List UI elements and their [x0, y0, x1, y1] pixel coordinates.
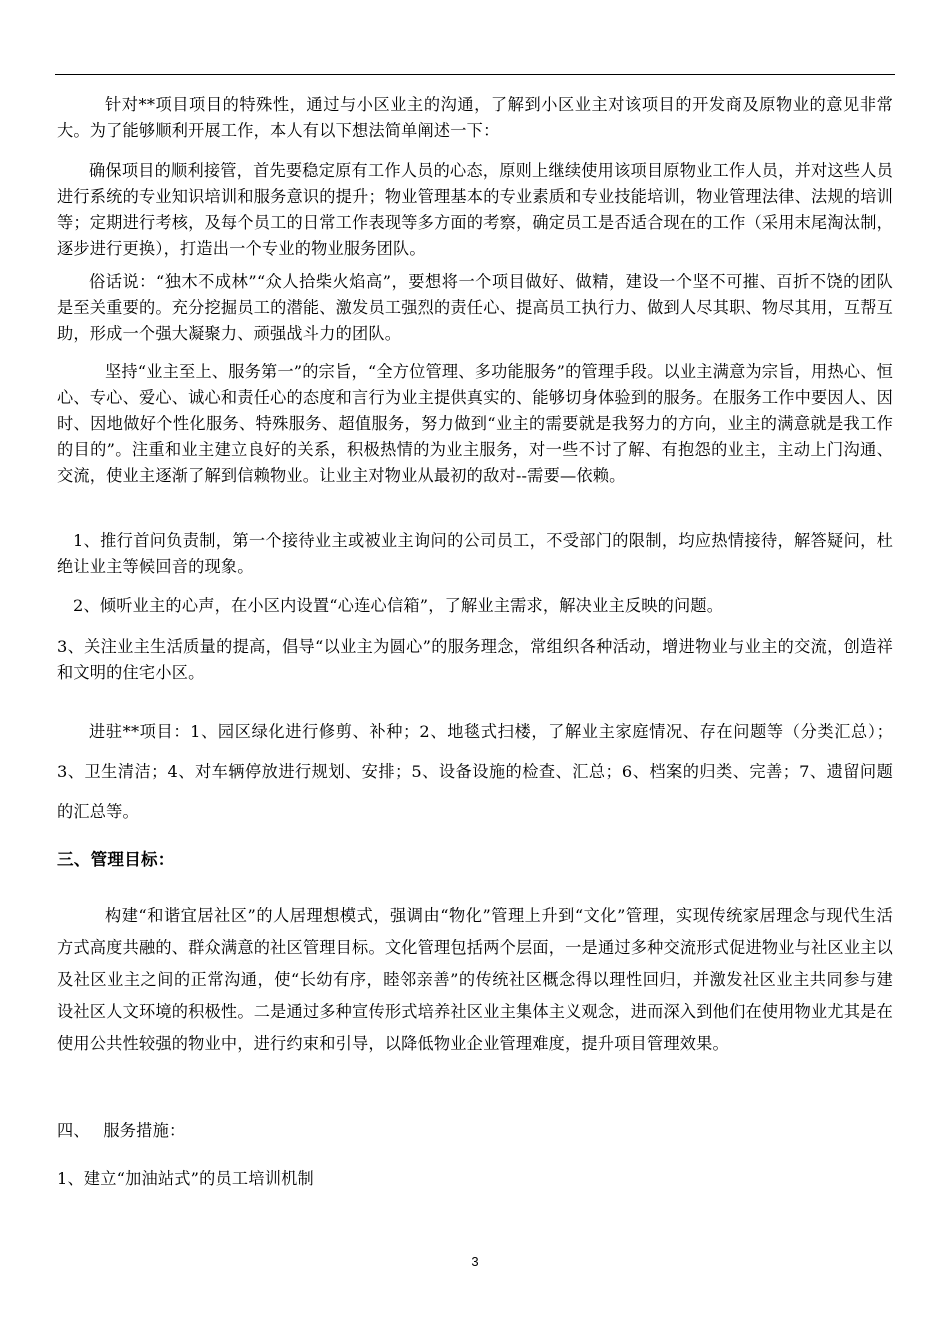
paragraph-takeover: 确保项目的顺利接管，首先要稳定原有工作人员的心态，原则上继续使用该项目原物业工作人员，并对这些人员进行系统的专业知识培训和服务意识的提升；物业管理基本的专业素质和专业技能培训，物业管理法律、法规的培训等；定期进行考核，及每个员工的日常工作表现等多方面的考察，确定员工是否适合现在的工作（采用末尾淘汰制，逐步进行更换），打造出一个专业的物业服务团队。 — [57, 161, 893, 258]
page-number: 3 — [471, 1254, 479, 1269]
paragraph-service-principle: 坚持“业主至上、服务第一”的宗旨，“全方位管理、多功能服务”的管理手段。以业主满意为宗旨，用热心、恒心、专心、爱心、诚心和责任心的态度和言行为业主提供真实的、能够切身体验到的服务。在服务工作中要因人、因时、因地做好个性化服务、特殊服务、超值服务，努力做到“业主的需要就是我努力的方向，业主的满意就是我工作的目的”。注重和业主建立良好的关系，积极热情的为业主服务，对一些不讨了解、有抱怨的业主，主动上门沟通、交流，使业主逐渐了解到信赖物业。让业主对物业从最初的敌对--需要—依赖。 — [57, 362, 893, 485]
heading-service-measures: 四、 服务措施： — [57, 1121, 186, 1140]
list-item-training-mechanism: 1、建立“加油站式”的员工培训机制 — [57, 1169, 314, 1188]
paragraph-team-building: 俗话说：“独木不成林”“众人拾柴火焰高”，要想将一个项目做好、做精，建设一个坚不可摧、百折不饶的团队是至关重要的。充分挖掘员工的潜能、激发员工强烈的责任心、提高员工执行力、做到人尽其职、物尽其用，互帮互助，形成一个强大凝聚力、顽强战斗力的团队。 — [57, 272, 893, 343]
list-item-quality-of-life: 3、关注业主生活质量的提高，倡导“以业主为圆心”的服务理念，常组织各种活动，增进物业与业主的交流，创造祥和文明的住宅小区。 — [57, 637, 893, 682]
paragraph-special-situation: 针对**项目项目的特殊性，通过与小区业主的沟通，了解到小区业主对该项目的开发商及原物业的意见非常大。为了能够顺利开展工作，本人有以下想法简单阐述一下： — [57, 95, 893, 140]
heading-management-goals: 三、管理目标： — [57, 850, 175, 869]
header-rule — [55, 74, 895, 75]
paragraph-entry-tasks: 进驻**项目：1、园区绿化进行修剪、补种；2、地毯式扫楼，了解业主家庭情况、存在问题等（分类汇总）；3、卫生清洁；4、对车辆停放进行规划、安排；5、设备设施的检查、汇总；6、档案的归类、完善；7、遗留问题的汇总等。 — [57, 722, 893, 821]
paragraph-community-goals: 构建“和谐宜居社区”的人居理想模式，强调由“物化”管理上升到“文化”管理，实现传统家居理念与现代生活方式高度共融的、群众满意的社区管理目标。文化管理包括两个层面，一是通过多种交流形式促进物业与社区业主以及社区业主之间的正常沟通，使“长幼有序，睦邻亲善”的传统社区概念得以理性回归，并激发社区业主共同参与建设社区人文环境的积极性。二是通过多种宣传形式培养社区业主集体主义观念，进而深入到他们在使用物业尤其是在使用公共性较强的物业中，进行约束和引导，以降低物业企业管理难度，提升项目管理效果。 — [57, 906, 893, 1053]
list-item-listen-owners: 2、倾听业主的心声，在小区内设置“心连心信箱”，了解业主需求，解决业主反映的问题。 — [73, 596, 724, 615]
list-item-first-inquiry: 1、推行首问负责制，第一个接待业主或被业主询问的公司员工，不受部门的限制，均应热情接待，解答疑问，杜绝让业主等候回音的现象。 — [57, 531, 893, 576]
